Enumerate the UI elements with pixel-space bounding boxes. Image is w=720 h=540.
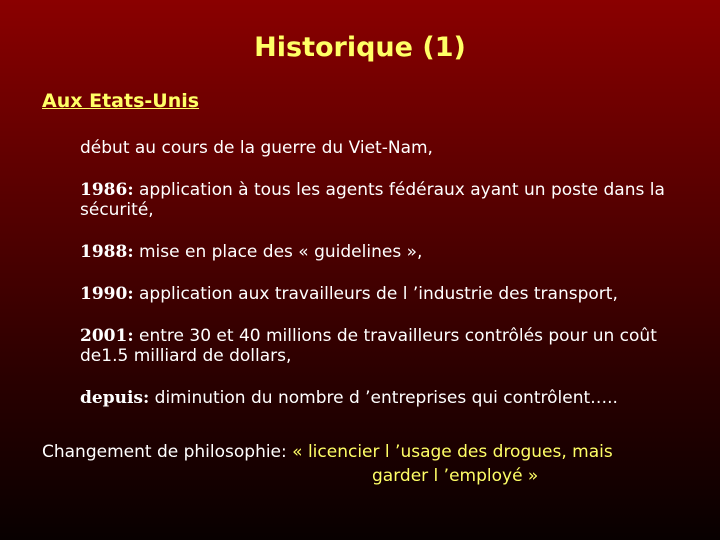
list-item xyxy=(80,326,690,366)
section-heading: Aux Etats-Unis xyxy=(42,90,200,112)
list-item xyxy=(80,138,690,158)
bullet-year: 2001: xyxy=(80,326,134,346)
bullet-year: depuis: xyxy=(80,388,150,408)
change-quote-line1: « licencier l ’usage des drogues, mais xyxy=(292,442,613,462)
list-item xyxy=(80,284,690,304)
philosophy-change xyxy=(42,440,692,486)
bullet-text: application aux travailleurs de l ’industrie des transport, xyxy=(133,284,618,304)
bullet-year: 1990: xyxy=(80,284,134,304)
bullet-text: entre 30 et 40 millions de travailleurs contrôlés pour un coût de1.5 milliard de dollars, xyxy=(80,326,657,366)
slide-title: Historique (1) xyxy=(254,32,466,63)
bullet-year: 1986: xyxy=(80,180,134,200)
bullet-text: mise en place des « guidelines », xyxy=(133,242,423,262)
list-item xyxy=(80,242,690,262)
list-item xyxy=(80,388,690,408)
list-item xyxy=(80,180,690,220)
bullet-text: application à tous les agents fédéraux ayant un poste dans la sécurité, xyxy=(80,180,665,220)
bullet-text: diminution du nombre d ’entreprises qui contrôlent….. xyxy=(149,388,618,408)
history-list xyxy=(80,138,690,430)
change-label: Changement de philosophie: xyxy=(42,442,293,462)
change-quote-line2: garder l ’employé » xyxy=(372,466,539,486)
bullet-text: début au cours de la guerre du Viet-Nam, xyxy=(80,138,433,158)
bullet-year: 1988: xyxy=(80,242,134,262)
